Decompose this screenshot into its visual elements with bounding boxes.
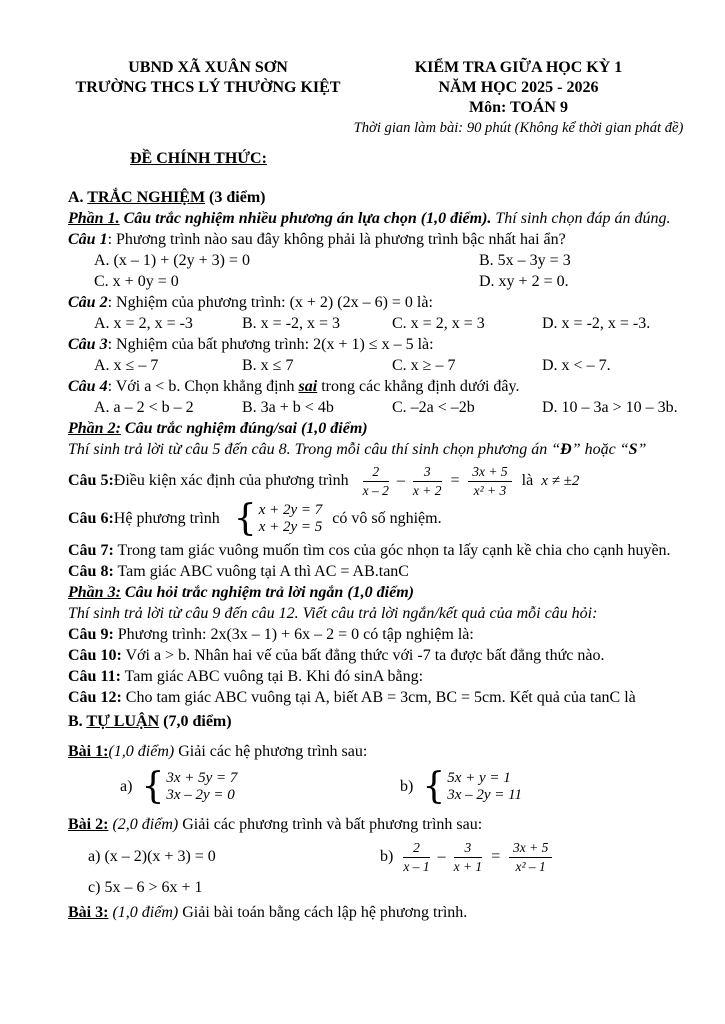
q4-option-d: D. 10 – 3a > 10 – 3b.	[542, 399, 678, 416]
q2-option-d: D. x = -2, x = -3.	[542, 315, 651, 332]
bai2-heading: Bài 2: (2,0 điểm) Giải các phương trình và bất phương trình sau:	[68, 816, 483, 834]
q2-option-a: A. x = 2, x = -3	[94, 315, 193, 332]
question-12: Câu 12: Cho tam giác ABC vuông tại A, biết AB = 3cm, BC = 5cm. Kết quả của tanC là	[68, 689, 636, 707]
bai1-a-equation-2: 3x – 2y = 0	[166, 787, 235, 804]
q3-option-a: A. x ≤ – 7	[94, 357, 159, 374]
question-2-options	[68, 313, 689, 334]
official-exam-label: ĐỀ CHÍNH THỨC:	[130, 150, 267, 167]
question-6: Câu 6: Hệ phương trình { x + 2y = 7 x + 2y = 5 có vô số nghiệm.	[68, 502, 689, 536]
bai2-b-equation: $\frac{2}{x - 1}$ – $\frac{3}{x + 1}$ = $\frac{3x + 5}{\text{x² – 1}}$	[401, 840, 554, 874]
question-3-options	[68, 355, 689, 376]
question-7: Câu 7: Trong tam giác vuông muốn tìm cos của góc nhọn ta lấy cạnh kề chia cho cạnh huyền.	[68, 542, 671, 560]
question-4-options	[68, 397, 689, 418]
bai1-system-a	[141, 770, 237, 804]
part2-note: Thí sinh trả lời từ câu 5 đến câu 8. Trong mỗi câu thí sinh chọn phương án “Đ” hoặc “S”	[68, 441, 647, 458]
q4-option-b: B. 3a + b < 4b	[242, 399, 334, 416]
bai2-item-c: c) 5x – 6 > 6x + 1	[88, 879, 203, 897]
question-5: Câu 5: Điều kiện xác định của phương trình $\frac{2}{x - 2}$ – $\frac{3}{x + 2}$ = $\frac{3x + 5}{\text{x² + 3}}$ là x ≠ ±2	[68, 464, 580, 498]
section-b-title-text: TỰ LUẬN	[86, 713, 160, 731]
school-name: TRƯỜNG THCS LÝ THƯỜNG KIỆT	[75, 79, 341, 96]
question-1-options	[68, 250, 689, 292]
q1-option-c: C. x + 0y = 0	[94, 273, 179, 290]
bai2-row-c	[68, 879, 689, 897]
exam-title: KIỂM TRA GIỮA HỌC KỲ 1	[414, 59, 623, 76]
q3-option-d: D. x < – 7.	[542, 357, 611, 374]
org-name: UBND XÃ XUÂN SƠN	[128, 59, 288, 76]
bai1-heading: Bài 1:(1,0 điểm) Giải các hệ phương trình sau:	[68, 743, 368, 761]
bai1-b-equation-2: 3x – 2y = 11	[447, 787, 523, 804]
question-4: Câu 4: Với a < b. Chọn khẳng định sai trong các khẳng định dưới đây.	[68, 378, 520, 395]
official-exam-line	[130, 148, 689, 169]
q2-option-b: B. x = -2, x = 3	[242, 315, 341, 332]
q5-condition: x ≠ ±2	[541, 472, 580, 489]
question-1: Câu 1: Phương trình nào sau đây không phải là phương trình bậc nhất hai ẩn?	[68, 231, 566, 248]
q1-option-b: B. 5x – 3y = 3	[479, 252, 571, 269]
section-a-title: A. TRẮC NGHIỆM (3 điểm)	[68, 189, 266, 206]
q6-equation-2: x + 2y = 5	[258, 519, 323, 536]
duration-line: Thời gian làm bài: 90 phút (Không kể thời gian phát đề)	[353, 120, 684, 136]
bai2-row-ab	[68, 840, 689, 874]
question-10: Câu 10: Với a > b. Nhân hai vế của bất đẳng thức với -7 ta được bất đẳng thức nào.	[68, 647, 605, 665]
q4-option-c: C. –2a < –2b	[392, 399, 475, 416]
subject-line: Môn: TOÁN 9	[469, 99, 568, 116]
part3-note: Thí sinh trả lời từ câu 9 đến câu 12. Viết câu trả lời ngắn/kết quả của mỗi câu hỏi:	[68, 605, 598, 623]
school-year: NĂM HỌC 2025 - 2026	[438, 79, 599, 96]
bai1-item-a: a) { 3x + 5y = 7 3x – 2y = 0	[120, 770, 400, 804]
bai2-fraction-3: $\frac{3x + 5}{\text{x² – 1}}$	[509, 840, 552, 874]
q6-system	[234, 502, 322, 536]
section-a-title-text: TRẮC NGHIỆM	[87, 189, 206, 206]
q6-equation-1: { x + 2y = 7	[258, 502, 323, 519]
q5-fraction-1: $\frac{2}{x - 2}$	[362, 464, 389, 498]
bai2-fraction-1: $\frac{2}{x - 1}$	[403, 840, 430, 874]
header	[68, 58, 689, 138]
bai1-system-b	[422, 770, 522, 804]
bai2-item-b: b) $\frac{2}{x - 1}$ – $\frac{3}{x + 1}$ = $\frac{3x + 5}{\text{x² – 1}}$	[380, 840, 554, 874]
q3-option-b: B. x ≤ 7	[242, 357, 294, 374]
q3-option-c: C. x ≥ – 7	[392, 357, 456, 374]
q1-option-a: A. (x – 1) + (2y + 3) = 0	[94, 252, 250, 269]
bai1-systems	[68, 770, 689, 804]
bai1-item-b: b) { 5x + y = 1 3x – 2y = 11	[400, 770, 522, 804]
question-11: Câu 11: Tam giác ABC vuông tại B. Khi đó sinA bằng:	[68, 668, 424, 686]
q1-option-d: D. xy + 2 = 0.	[479, 273, 569, 290]
q5-equation: $\frac{2}{x - 2}$ – $\frac{3}{x + 2}$ = $\frac{3x + 5}{\text{x² + 3}}$	[361, 464, 514, 498]
question-9: Câu 9: Phương trình: 2x(3x – 1) + 6x – 2 = 0 có tập nghiệm là:	[68, 626, 474, 644]
school-block	[68, 58, 348, 138]
q5-fraction-3: $\frac{3x + 5}{\text{x² + 3}}$	[468, 464, 511, 498]
bai1-b-equation-1: { 5x + y = 1	[447, 770, 511, 787]
question-8: Câu 8: Tam giác ABC vuông tại A thì AC = AB.tanC	[68, 563, 409, 581]
exam-title-block	[348, 58, 689, 138]
part1-heading: Phần 1. Câu trắc nghiệm nhiều phương án lựa chọn (1,0 điểm). Thí sinh chọn đáp án đúng.	[68, 210, 671, 227]
q4-emphasis-sai: sai	[298, 378, 318, 395]
bai3-heading: Bài 3: (1,0 điểm) Giải bài toán bằng cách lập hệ phương trình.	[68, 904, 468, 922]
part3-heading: Phần 3: Câu hỏi trắc nghiệm trả lời ngắn (1,0 điểm)	[68, 584, 414, 602]
question-3: Câu 3: Nghiệm của bất phương trình: 2(x + 1) ≤ x – 5 là:	[68, 336, 434, 353]
bai2-fraction-2: $\frac{3}{x + 1}$	[453, 840, 483, 874]
bai1-a-equation-1: { 3x + 5y = 7	[166, 770, 238, 787]
section-b-title: B. TỰ LUẬN (7,0 điểm)	[68, 713, 232, 731]
q4-option-a: A. a – 2 < b – 2	[94, 399, 194, 416]
bai2-c-inequality: 5x – 6 > 6x + 1	[100, 879, 203, 897]
part2-heading: Phần 2: Câu trắc nghiệm đúng/sai (1,0 điểm)	[68, 420, 368, 437]
q5-fraction-2: $\frac{3}{x + 2}$	[412, 464, 442, 498]
q2-option-c: C. x = 2, x = 3	[392, 315, 485, 332]
question-2: Câu 2: Nghiệm của phương trình: (x + 2) (2x – 6) = 0 là:	[68, 294, 433, 311]
bai2-a-equation: (x – 2)(x + 3) = 0	[100, 848, 216, 866]
bai2-item-a: a) (x – 2)(x + 3) = 0	[88, 848, 216, 866]
